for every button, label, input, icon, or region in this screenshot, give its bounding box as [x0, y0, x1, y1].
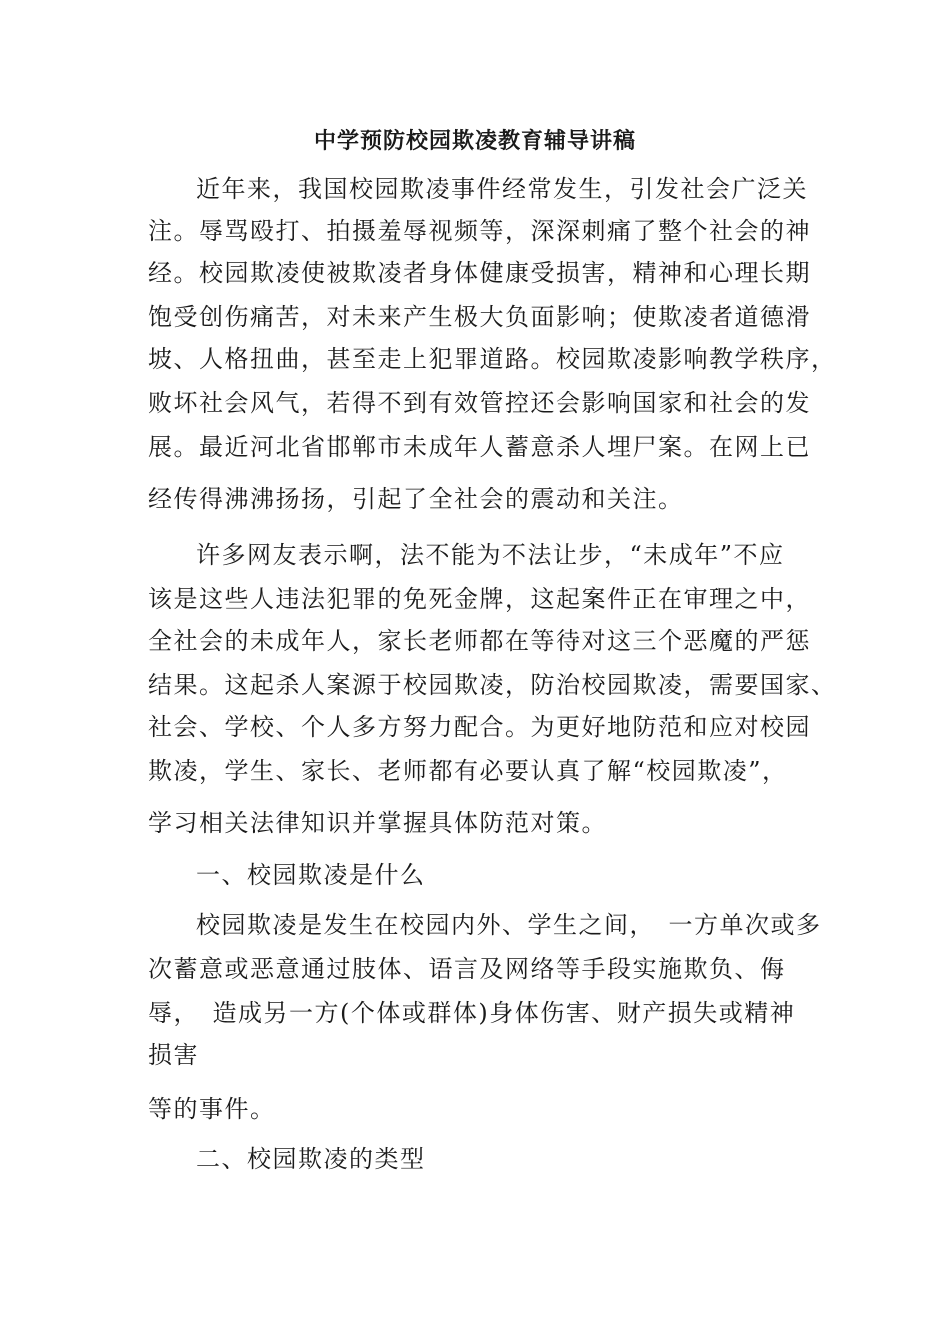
paragraph-2-line: 社会、学校、个人多方努力配合。为更好地防范和应对校园	[148, 713, 811, 741]
paragraph-1-line: 败坏社会风气，若得不到有效管控还会影响国家和社会的发	[148, 389, 811, 417]
paragraph-2-line: 学习相关法律知识并掌握具体防范对策。	[148, 809, 607, 837]
paragraph-2-line: 全社会的未成年人，家长老师都在等待对这三个恶魔的严惩	[148, 627, 811, 655]
paragraph-1-line: 坡、人格扭曲，甚至走上犯罪道路。校园欺凌影响教学秩序，	[148, 345, 837, 373]
paragraph-1-line: 近年来，我国校园欺凌事件经常发生，引发社会广泛关	[196, 175, 808, 203]
section-heading-1: 一、校园欺凌是什么	[196, 861, 426, 889]
paragraph-3-line: 次蓄意或恶意通过肢体、语言及网络等手段实施欺负、侮	[148, 955, 786, 983]
section-heading-2: 二、校园欺凌的类型	[196, 1145, 426, 1173]
document-title: 中学预防校园欺凌教育辅导讲稿	[313, 128, 636, 154]
paragraph-1-line: 注。辱骂殴打、拍摄羞辱视频等，深深刺痛了整个社会的神	[148, 217, 811, 245]
paragraph-2-line: 该是这些人违法犯罪的免死金牌，这起案件正在审理之中，	[148, 585, 811, 613]
paragraph-1-line: 展。最近河北省邯郸市未成年人蓄意杀人埋尸案。在网上已	[148, 433, 811, 461]
paragraph-3-line: 辱， 造成另一方(个体或群体)身体伤害、财产损失或精神	[148, 999, 796, 1027]
paragraph-1-line: 经。校园欺凌使被欺凌者身体健康受损害，精神和心理长期	[148, 259, 811, 287]
paragraph-2-line: 许多网友表示啊，法不能为不法让步，“未成年”不应	[196, 541, 785, 569]
paragraph-3-line: 校园欺凌是发生在校园内外、学生之间， 一方单次或多	[196, 911, 822, 939]
paragraph-1-line: 饱受创伤痛苦，对未来产生极大负面影响；使欺凌者道德滑	[148, 303, 811, 331]
paragraph-2-line: 结果。这起杀人案源于校园欺凌，防治校园欺凌，需要国家、	[148, 671, 837, 699]
paragraph-2-line: 欺凌，学生、家长、老师都有必要认真了解“校园欺凌”，	[148, 757, 788, 785]
paragraph-3-line: 等的事件。	[148, 1095, 276, 1123]
paragraph-3-line: 损害	[148, 1041, 199, 1069]
paragraph-1-line: 经传得沸沸扬扬，引起了全社会的震动和关注。	[148, 485, 684, 513]
